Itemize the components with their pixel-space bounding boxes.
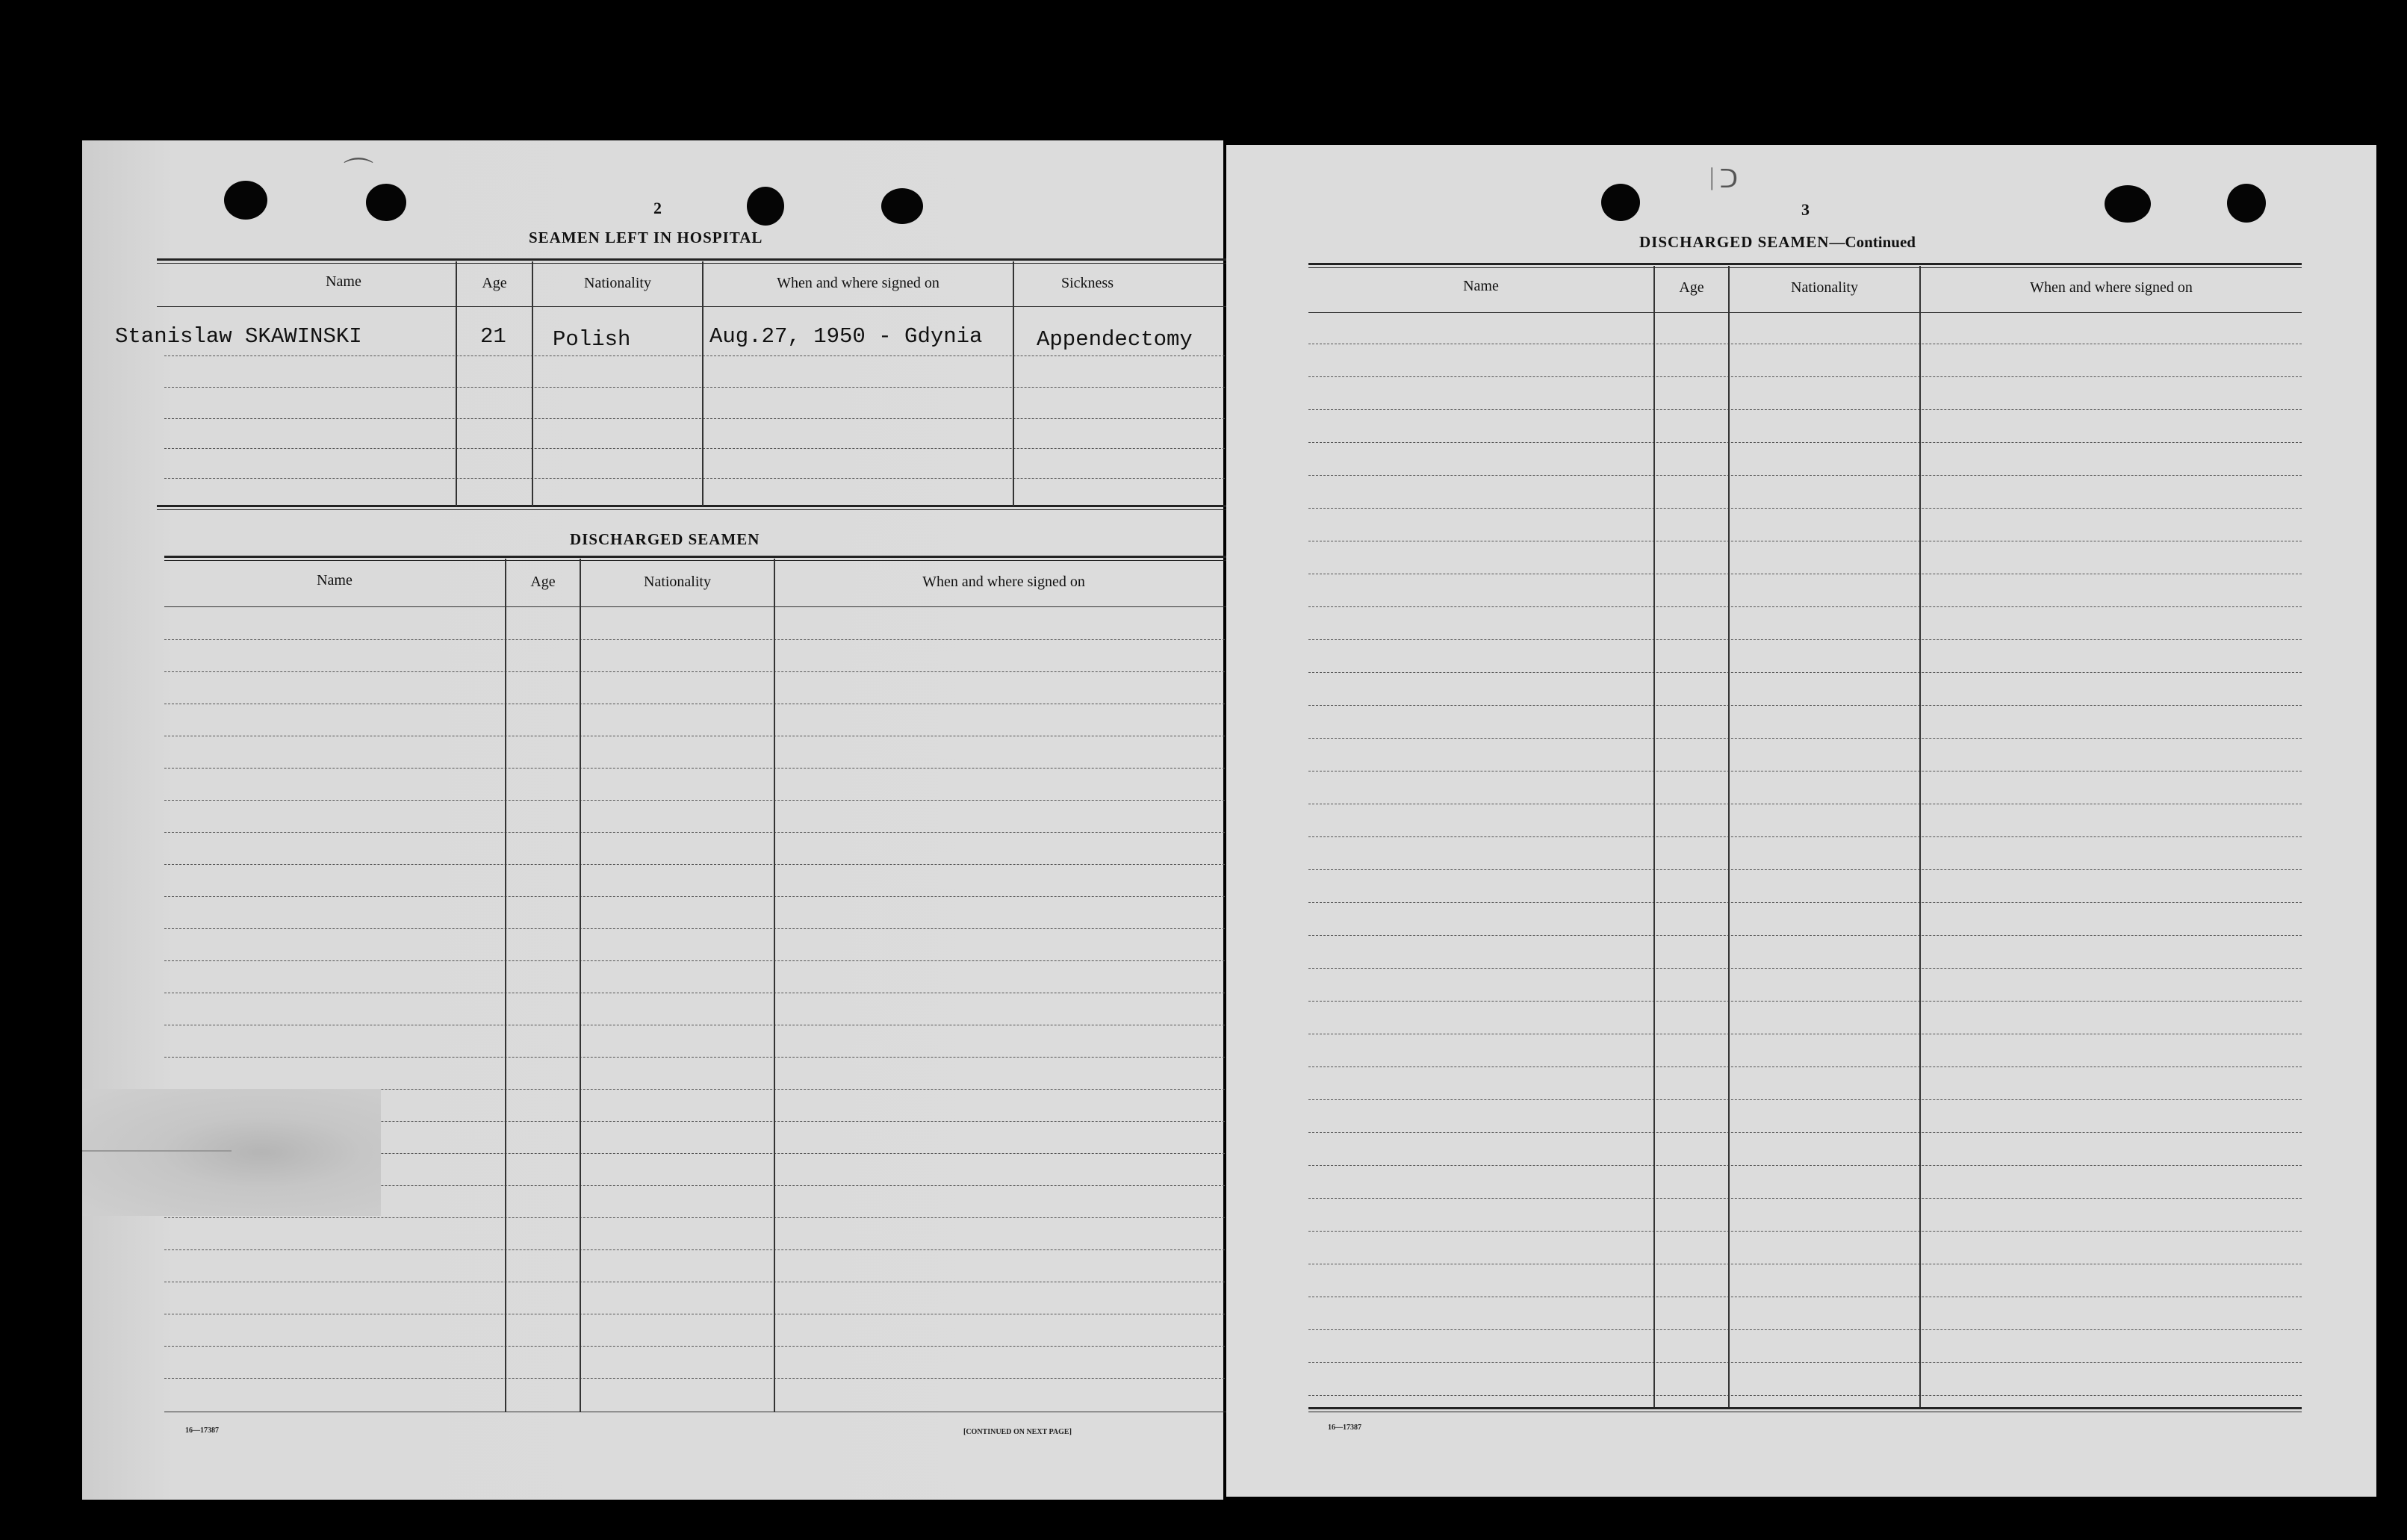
form-number: 16—17387 (1328, 1423, 1361, 1432)
row-line (1308, 1362, 2302, 1363)
row-line (1308, 1099, 2302, 1100)
row-line (1308, 606, 2302, 607)
col-divider (1013, 261, 1014, 506)
paper-fold (82, 1150, 232, 1152)
punch-hole (2105, 185, 2151, 223)
page-number: 2 (653, 199, 662, 217)
row-line (1308, 508, 2302, 509)
right-col-header-name: Name (1463, 278, 1499, 294)
right-bottom-rule (1308, 1407, 2302, 1412)
right-col-header-nationality: Nationality (1791, 279, 1858, 296)
hospital-bottom-rule (157, 505, 1232, 510)
row-line (1308, 1066, 2302, 1067)
punch-hole (881, 188, 923, 224)
row-line (1308, 442, 2302, 443)
col-divider (774, 559, 775, 1412)
col-divider (702, 261, 704, 506)
row-line (164, 864, 1232, 865)
row-line (164, 1249, 1232, 1250)
header-underline (1308, 312, 2302, 313)
row-line (164, 387, 1232, 388)
row-line (164, 1346, 1232, 1347)
left-page (82, 140, 1223, 1500)
row-line (164, 1217, 1232, 1218)
cell-signed-on: Aug.27, 1950 - Gdynia (709, 324, 983, 349)
col-divider (580, 559, 581, 1412)
row-line (164, 639, 1232, 640)
right-page (1226, 145, 2376, 1497)
discharged-col-header-nationality: Nationality (644, 574, 711, 590)
right-col-header-signed-on: When and where signed on (2030, 279, 2193, 296)
col-header-nationality: Nationality (584, 275, 651, 291)
row-line (1308, 376, 2302, 377)
row-line (1308, 1395, 2302, 1396)
row-line (1308, 738, 2302, 739)
right-top-rule (1308, 263, 2302, 268)
col-divider (1919, 266, 1921, 1409)
row-line (164, 671, 1232, 672)
row-line (164, 418, 1232, 419)
row-line (1308, 1329, 2302, 1330)
row-line (164, 478, 1232, 479)
col-divider (1728, 266, 1730, 1409)
row-line (1308, 1198, 2302, 1199)
discharged-section-title: DISCHARGED SEAMEN (570, 530, 760, 548)
row-line (1308, 409, 2302, 410)
row-line (1308, 1231, 2302, 1232)
row-line (164, 928, 1232, 929)
col-header-sickness: Sickness (1061, 275, 1114, 291)
punch-hole (747, 187, 784, 226)
row-line (1308, 475, 2302, 476)
discharged-col-header-age: Age (530, 574, 556, 590)
discharged-continued-title (1639, 233, 1916, 252)
col-header-signed-on: When and where signed on (777, 275, 939, 291)
hospital-top-rule (157, 258, 1232, 264)
punch-hole (224, 181, 267, 220)
row-line (1308, 1165, 2302, 1166)
col-header-name: Name (326, 273, 361, 290)
cell-sickness: Appendectomy (1037, 327, 1193, 352)
row-line (164, 1378, 1232, 1379)
right-col-header-age: Age (1679, 279, 1704, 296)
row-line (1308, 869, 2302, 870)
row-line (164, 448, 1232, 449)
discharged-top-rule (164, 556, 1232, 561)
row-line (1308, 902, 2302, 903)
row-line (1308, 968, 2302, 969)
row-line (1308, 639, 2302, 640)
page-number: 3 (1801, 200, 1810, 219)
header-underline (157, 306, 1232, 307)
form-number: 16—17387 (185, 1426, 219, 1435)
cell-nationality: Polish (553, 327, 631, 352)
row-line (164, 800, 1232, 801)
col-header-age: Age (482, 275, 507, 291)
header-underline (164, 606, 1232, 607)
row-line (164, 355, 1232, 356)
punch-hole (2227, 184, 2266, 223)
cell-age: 21 (480, 324, 506, 349)
row-line (164, 960, 1232, 961)
col-divider (505, 559, 506, 1412)
continued-note: [CONTINUED ON NEXT PAGE] (963, 1428, 1072, 1436)
row-line (1308, 672, 2302, 673)
punch-hole (1601, 184, 1640, 221)
row-line (164, 1057, 1232, 1058)
col-divider (456, 261, 457, 506)
title-continued: —Continued (1829, 233, 1916, 251)
cell-name: Stanislaw SKAWINSKI (115, 324, 362, 349)
row-line (1308, 705, 2302, 706)
row-line (164, 832, 1232, 833)
pencil-mark: ᛁᑐ (1704, 166, 1739, 193)
hospital-section-title: SEAMEN LEFT IN HOSPITAL (529, 229, 763, 246)
col-divider (1653, 266, 1655, 1409)
row-line (1308, 836, 2302, 837)
col-divider (532, 261, 533, 506)
pencil-mark: ⌒ (344, 156, 373, 190)
row-line (164, 896, 1232, 897)
discharged-col-header-signed-on: When and where signed on (922, 574, 1085, 590)
title-main: DISCHARGED SEAMEN (1639, 233, 1830, 251)
row-line (1308, 1001, 2302, 1002)
row-line (1308, 1132, 2302, 1133)
stain (82, 1089, 381, 1216)
discharged-col-header-name: Name (317, 572, 352, 589)
row-line (1308, 935, 2302, 936)
row-line (164, 768, 1232, 769)
